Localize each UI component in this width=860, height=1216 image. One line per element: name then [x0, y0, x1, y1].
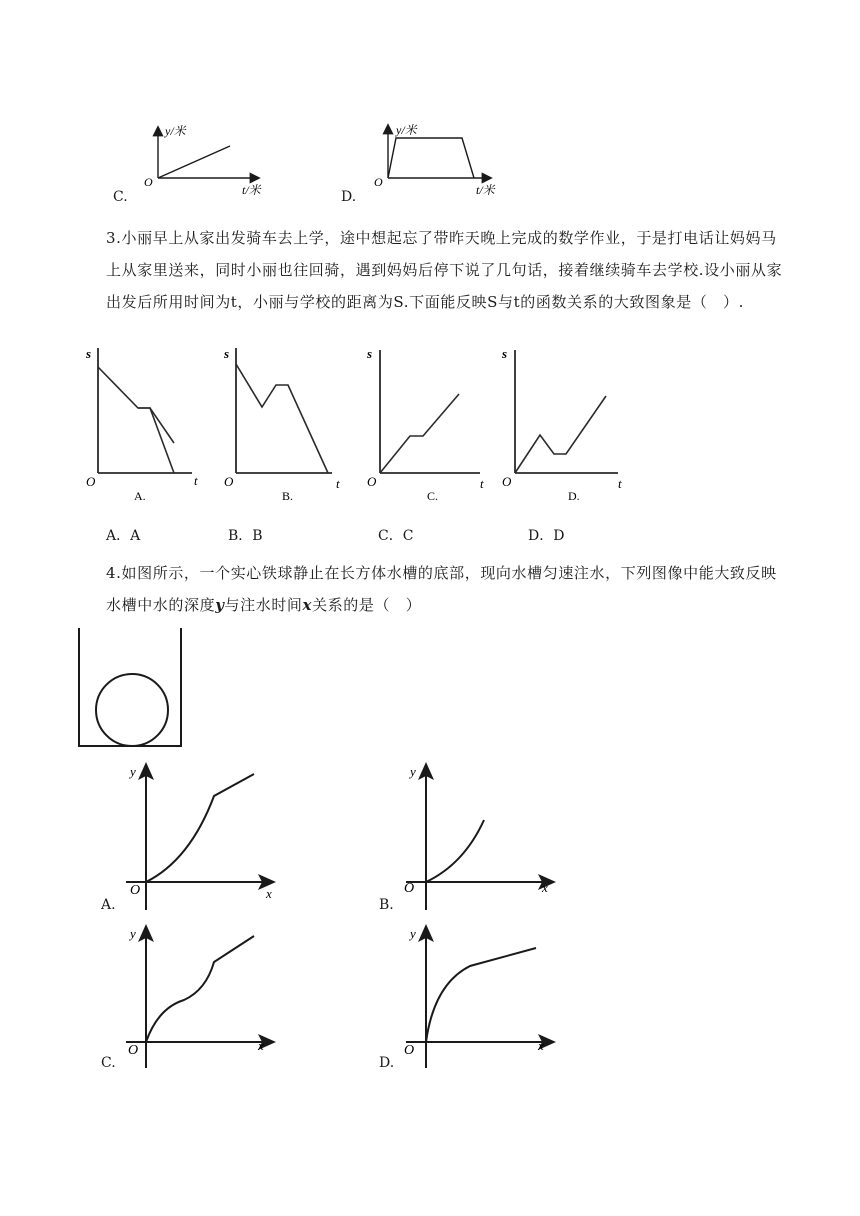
origin-label: O — [404, 1043, 415, 1058]
y-axis-label: s — [224, 346, 230, 361]
graph-caption: D. — [568, 489, 580, 503]
origin-label: O — [86, 474, 96, 489]
q3-option-b: B．B — [228, 528, 263, 544]
graph-curve — [146, 774, 254, 882]
x-axis-label: t — [480, 476, 484, 491]
origin-label: O — [224, 474, 234, 489]
y-axis-label: s — [367, 346, 373, 361]
graph-line — [380, 394, 459, 473]
top-graph-c — [140, 122, 270, 197]
graph-line — [158, 146, 230, 178]
x-axis-label: x — [542, 880, 548, 895]
origin-label: O — [128, 1043, 139, 1058]
q4-graph-b-label: B. — [379, 897, 394, 913]
x-axis-label: x — [538, 1038, 544, 1053]
q4-graph-c — [118, 922, 278, 1072]
top-graph-c-label: C. — [113, 189, 128, 205]
iron-ball — [96, 674, 168, 746]
q4-graph-a — [118, 760, 278, 915]
q4-var-x: x — [302, 596, 313, 614]
q3-option-c: C．C — [378, 528, 414, 544]
x-axis-label: t — [194, 473, 198, 488]
y-axis-label: s — [86, 346, 92, 361]
x-axis-label: t/米 — [476, 183, 495, 197]
origin-label: O — [404, 881, 415, 896]
graph-caption: C. — [427, 489, 439, 503]
graph-curve — [426, 820, 484, 882]
x-axis-label: t — [336, 476, 340, 491]
q4-graph-c-label: C. — [101, 1055, 116, 1071]
x-axis-label: x — [266, 886, 272, 901]
q3-graph-c — [365, 340, 495, 505]
graph-line — [236, 364, 328, 473]
origin-label: O — [130, 883, 141, 898]
q3-option-a: A．A — [106, 528, 141, 544]
tank-outline — [79, 628, 181, 746]
origin-label: O — [367, 474, 377, 489]
y-axis-label: y — [410, 926, 416, 941]
y-axis-label: s — [502, 346, 508, 361]
question-3-text: 3.小丽早上从家出发骑车去上学，途中想起忘了带昨天晚上完成的数学作业，于是打电话让妈妈马上从家里送来，同时小丽也往回骑，遇到妈妈后停下说了几句话，接着继续骑车去学校.设小丽从家出发后所用时间为t，小丽与学校的距离为S.下面能反映S与t的函数关系的大致图象是（ ）. — [106, 229, 783, 311]
y-axis-label: y — [410, 764, 416, 779]
graph-caption: B. — [282, 489, 294, 503]
q4-text-mid: 与注水时间 — [224, 596, 303, 614]
origin-label: O — [502, 474, 512, 489]
graph-line — [515, 396, 606, 473]
graph-curve — [426, 948, 536, 1042]
x-axis-label: x — [258, 1038, 264, 1053]
y-axis-label: y — [130, 764, 136, 779]
water-tank-figure — [76, 628, 186, 752]
y-axis-label: y/米 — [165, 124, 186, 138]
y-axis-label: y — [130, 926, 136, 941]
q4-text-after: 关系的是（ ） — [312, 596, 422, 614]
origin-label: O — [374, 175, 383, 189]
graph-curve — [146, 936, 254, 1042]
graph-caption: A. — [134, 489, 146, 503]
top-graph-d — [370, 120, 510, 198]
q4-graph-d — [398, 922, 558, 1072]
q3-option-d: D．D — [528, 528, 565, 544]
q4-graph-a-label: A. — [101, 897, 116, 913]
top-graph-d-label: D. — [341, 189, 357, 205]
q3-graph-b — [222, 340, 352, 505]
q3-graph-d — [500, 340, 630, 505]
x-axis-label: t — [618, 476, 622, 491]
question-4-text — [106, 557, 786, 621]
y-axis-label: y/米 — [396, 123, 417, 137]
q4-graph-d-label: D. — [379, 1055, 395, 1071]
graph-line — [388, 138, 474, 178]
q4-text-before: 4.如图所示，一个实心铁球静止在长方体水槽的底部，现向水槽匀速注水，下列图像中能大致反映水槽中水的深度 — [106, 564, 777, 614]
origin-label: O — [144, 175, 153, 189]
graph-line — [98, 367, 174, 443]
q4-graph-b — [398, 760, 558, 915]
q4-var-y: y — [215, 596, 225, 614]
x-axis-label: t/米 — [242, 183, 261, 197]
q3-graph-a — [82, 340, 212, 505]
